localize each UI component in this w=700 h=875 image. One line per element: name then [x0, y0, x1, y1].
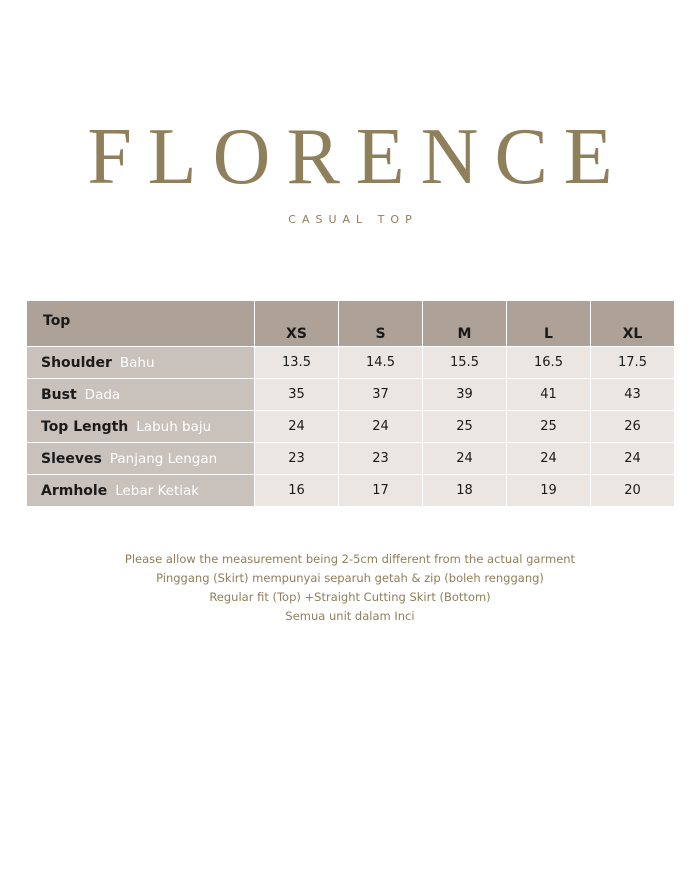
table-cell: 37: [339, 379, 423, 411]
table-cell: 25: [507, 411, 591, 443]
table-cell: 16.5: [507, 347, 591, 379]
table-cell: 23: [339, 443, 423, 475]
table-cell: 41: [507, 379, 591, 411]
row-label-en: Armhole: [41, 482, 108, 499]
table-cell: 14.5: [339, 347, 423, 379]
row-label-ms: Dada: [84, 386, 121, 403]
row-label-ms: Lebar Ketiak: [115, 482, 200, 499]
table-cell: 23: [255, 443, 339, 475]
table-cell: 16: [255, 475, 339, 507]
row-label-en: Shoulder: [41, 354, 112, 371]
size-header-s: S: [339, 301, 423, 347]
row-label-ms: Bahu: [119, 354, 155, 371]
note-line: Semua unit dalam Inci: [285, 609, 415, 623]
row-label-en: Sleeves: [41, 450, 102, 467]
row-label-top-length: [27, 411, 255, 443]
table-cell: 20: [591, 475, 675, 507]
table-cell: 24: [339, 411, 423, 443]
table-row: [27, 475, 675, 507]
table-cell: 17.5: [591, 347, 675, 379]
table-row: [27, 347, 675, 379]
table-cell: 24: [255, 411, 339, 443]
brand-subtitle: CASUAL TOP: [288, 213, 418, 226]
row-label-ms: Panjang Lengan: [109, 450, 218, 467]
note-line: Pinggang (Skirt) mempunyai separuh getah & zip (boleh renggang): [156, 571, 544, 585]
row-label-sleeves: [27, 443, 255, 475]
size-chart-table: [26, 300, 675, 507]
table-cell: 15.5: [423, 347, 507, 379]
size-header-xl: XL: [591, 301, 675, 347]
table-cell: 35: [255, 379, 339, 411]
note-line: Regular fit (Top) +Straight Cutting Skirt (Bottom): [209, 590, 491, 604]
table-cell: 43: [591, 379, 675, 411]
row-label-ms: Labuh baju: [136, 418, 212, 435]
row-label-shoulder: [27, 347, 255, 379]
measurement-notes: [0, 550, 700, 626]
table-row: [27, 411, 675, 443]
row-label-en: Bust: [41, 386, 77, 403]
note-line: Please allow the measurement being 2-5cm different from the actual garment: [124, 552, 576, 566]
table-corner-label: Top: [27, 301, 255, 347]
row-label-en: Top Length: [41, 418, 129, 435]
table-row: [27, 379, 675, 411]
table-cell: 17: [339, 475, 423, 507]
table-cell: 26: [591, 411, 675, 443]
size-header-xs: XS: [255, 301, 339, 347]
brand-title: FLORENCE: [87, 113, 629, 201]
table-cell: 24: [507, 443, 591, 475]
size-header-m: M: [423, 301, 507, 347]
table-row: [27, 443, 675, 475]
table-cell: 24: [591, 443, 675, 475]
table-cell: 19: [507, 475, 591, 507]
table-cell: 18: [423, 475, 507, 507]
table-cell: 25: [423, 411, 507, 443]
row-label-bust: [27, 379, 255, 411]
table-header-row: [27, 301, 675, 347]
table-cell: 13.5: [255, 347, 339, 379]
table-cell: 24: [423, 443, 507, 475]
table-cell: 39: [423, 379, 507, 411]
row-label-armhole: [27, 475, 255, 507]
size-header-l: L: [507, 301, 591, 347]
